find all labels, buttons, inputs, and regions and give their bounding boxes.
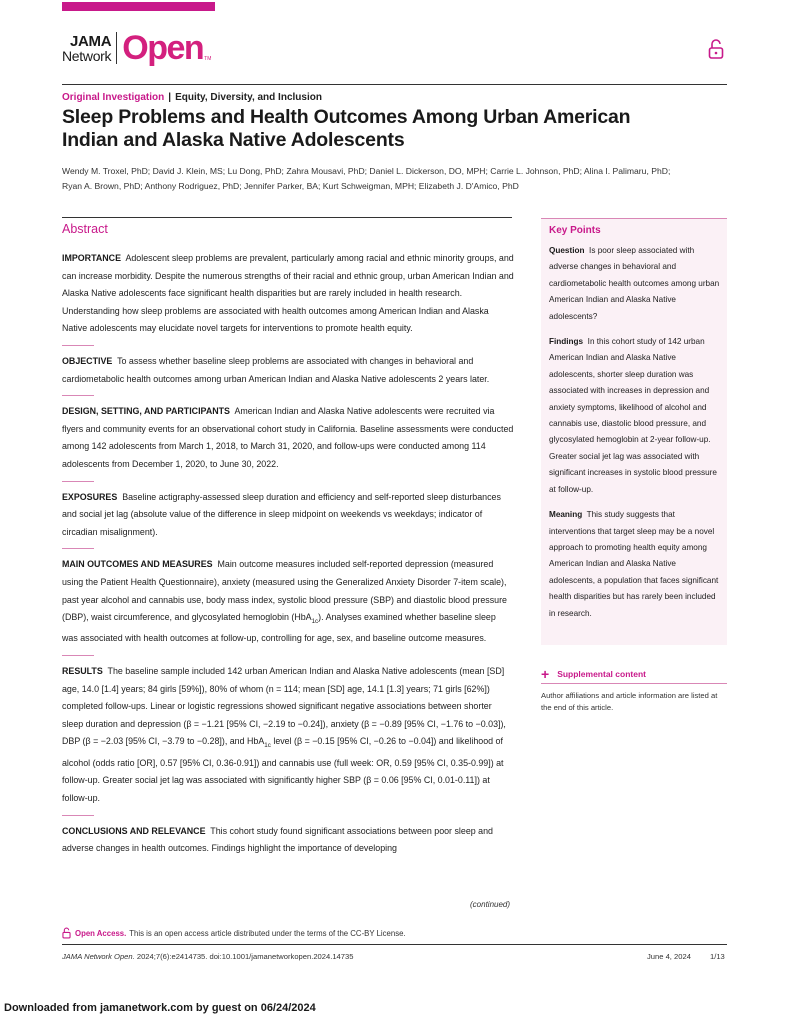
- page-number: 1/13: [710, 952, 725, 961]
- logo-trademark: TM: [204, 56, 212, 62]
- section-divider: [62, 345, 94, 346]
- abstract-heading: Abstract: [62, 222, 108, 236]
- abstract-importance: [62, 250, 514, 338]
- citation-text[interactable]: 2024;7(6):e2414735. doi:10.1001/jamanetworkopen.2024.14735: [136, 952, 354, 961]
- section-divider: [62, 548, 94, 549]
- logo-line2: Network: [62, 47, 112, 64]
- abstract-results: [62, 663, 514, 808]
- open-access-text: This is an open access article distributed under the terms of the CC-BY License.: [129, 928, 406, 938]
- open-access-label[interactable]: Open Access.: [75, 928, 127, 938]
- abstract-exposures: [62, 489, 514, 542]
- article-title: Sleep Problems and Health Outcomes Among Urban American Indian and Alaska Native Adolescents: [62, 106, 631, 151]
- jama-network-open-logo[interactable]: [62, 28, 211, 68]
- article-category[interactable]: Equity, Diversity, and Inclusion: [175, 92, 322, 103]
- exposures-text: Baseline actigraphy-assessed sleep duration and efficiency and self-reported sleep disturbances and social jet lag (absolute value of the difference in sleep midpoint on weekends vs weekdays; indicator of circadian misalignment).: [62, 491, 501, 537]
- open-access-small-lock-icon: [62, 927, 71, 939]
- outcomes-text-1: Main outcome measures included self-reported depression (measured using the Patient Health Questionnaire), anxiety (measured using the Generalized Anxiety Disorder 7-item scale), past year alcohol and cannabis use, body mass index, systolic blood pressure (SBP) and diastolic blood pressure (DBP), waist circumference, and glycosylated hemoglobin (HbA: [62, 559, 507, 623]
- footer-rule: [62, 944, 727, 945]
- supplemental-label: Supplemental content: [557, 669, 646, 679]
- question-text: Is poor sleep associated with adverse changes in behavioral and cardiometabolic health outcomes among urban American Indian and Alaska Native adolescents?: [549, 246, 720, 321]
- outcomes-text-2: ). Analyses examined whether baseline sleep was associated with health outcomes at follow-up, controlling for age, sex, and baseline outcome measures.: [62, 612, 496, 644]
- key-points-body: [549, 243, 721, 631]
- abstract-conclusions: [62, 823, 514, 858]
- key-points-box: [541, 218, 727, 645]
- open-access-notice: [62, 927, 406, 939]
- abstract-design: [62, 403, 514, 473]
- logo-line1: JAMA: [69, 32, 112, 50]
- section-divider: [62, 815, 94, 816]
- section-divider: [62, 481, 94, 482]
- download-watermark: Downloaded from jamanetwork.com by guest on 06/24/2024: [4, 1002, 316, 1014]
- design-text: American Indian and Alaska Native adolescents were recruited via flyers and community events for an observational cohort study in California. Baseline assessments were conducted among 142 adolescents from March 1, 2018, to March 31, 2020, and follow-ups were conducted among 114 adolescents from December 1, 2020, to June 30, 2022.: [62, 406, 514, 469]
- affiliations-note: Author affiliations and article information are listed at the end of this article.: [541, 691, 718, 712]
- key-point-findings: [549, 334, 721, 498]
- question-label: Question: [549, 246, 585, 255]
- supplemental-rule: [541, 683, 727, 684]
- authors-line-1: Wendy M. Troxel, PhD; David J. Klein, MS; Lu Dong, PhD; Zahra Mousavi, PhD; Daniel L. Dickerson, DO, MPH; Carrie L. Johnson, PhD; Alina I. Palimaru, PhD;: [62, 166, 671, 176]
- header-rule: [62, 84, 727, 85]
- results-label: RESULTS: [62, 666, 103, 677]
- design-label: DESIGN, SETTING, AND PARTICIPANTS: [62, 406, 230, 417]
- outcomes-label: MAIN OUTCOMES AND MEASURES: [62, 559, 213, 570]
- abstract-objective: [62, 353, 514, 388]
- logo-open: Open: [122, 29, 204, 67]
- findings-label: Findings: [549, 337, 584, 347]
- results-text-1: The baseline sample included 142 urban American Indian and Alaska Native adolescents (mean [SD] age, 14.0 [1.4] years; 84 girls [59%]), 80% of whom (n = 114; mean [SD] age, 14.1 [1.3] years; 71 girls [62%]) completed follow-ups. Linear or logistic regressions showed significant negative associations between shorter sleep duration and depression (β = −1.21 [95% CI, −2.19 to −0.24]), anxiety (β = −0.89 [95% CI, −1.76 to −0.03]), DBP (β = −2.03 [95% CI, −3.79 to −0.28]), and HbA: [62, 666, 506, 747]
- abstract-rule: [62, 217, 512, 218]
- plus-icon: +: [541, 666, 550, 682]
- key-points-heading: Key Points: [549, 225, 601, 236]
- section-divider: [62, 395, 94, 396]
- conclusions-text: This cohort study found significant associations between poor sleep and adverse changes in health outcomes. Findings highlight the importance of developing: [62, 825, 493, 854]
- article-type[interactable]: Original Investigation: [62, 92, 165, 103]
- supplemental-content-link[interactable]: [541, 667, 646, 681]
- logo-jama-network: [62, 34, 111, 63]
- meaning-text: This study suggests that interventions that target sleep may be a novel approach to promoting health equity among American Indian and Alaska Native adolescents, a population that faces significant health disparities but has rarely been included in research.: [549, 510, 719, 618]
- exposures-label: EXPOSURES: [62, 491, 118, 502]
- importance-text: Adolescent sleep problems are prevalent, particularly among racial and ethnic minority groups, and can increase morbidity. Despite the numerous strengths of their racial and ethnic group, urban American Indian and Alaska Native adolescents face significant health disparities but are rarely included in health research. Understanding how sleep problems are associated with health outcomes among American Indian and Alaska Native adolescents may elucidate novel targets for interventions to promote health equity.: [62, 253, 514, 334]
- objective-label: OBJECTIVE: [62, 355, 113, 366]
- abstract-body: [62, 250, 514, 858]
- open-access-lock-icon: [708, 38, 724, 60]
- findings-text: In this cohort study of 142 urban American Indian and Alaska Native adolescents, shorter sleep duration was associated with increases in depression and anxiety symptoms, likelihood of alcohol and cannabis use, diastolic blood pressure, and glycosylated hemoglobin at 2-year follow-up. Greater social jet lag was associated with significant increases in systolic blood pressure at follow-up.: [549, 337, 717, 494]
- authors-line-2: Ryan A. Brown, PhD; Anthony Rodriguez, PhD; Jennifer Parker, BA; Kurt Schweigman, MPH; Elizabeth J. D'Amico, PhD: [62, 181, 519, 191]
- abstract-outcomes: [62, 556, 514, 648]
- kicker-separator: |: [168, 92, 172, 103]
- key-point-question: [549, 243, 721, 325]
- outcomes-subscript: 1c: [311, 617, 319, 625]
- continued-note: (continued): [470, 900, 511, 909]
- author-list: [62, 164, 702, 194]
- top-accent-bar: [62, 2, 215, 11]
- footer-citation: [62, 952, 353, 961]
- publication-date: June 4, 2024: [647, 952, 691, 961]
- importance-label: IMPORTANCE: [62, 253, 121, 263]
- conclusions-label: CONCLUSIONS AND RELEVANCE: [62, 825, 206, 836]
- section-divider: [62, 655, 94, 656]
- journal-name: JAMA Network Open.: [62, 952, 135, 961]
- meaning-label: Meaning: [549, 510, 583, 520]
- key-point-meaning: [549, 507, 721, 622]
- results-text-2: level (β = −0.15 [95% CI, −0.26 to −0.04]) and likelihood of alcohol (odds ratio [OR], 0.57 [95% CI, 0.36-0.91]) and cannabis use (full week: OR, 0.59 [95% CI, 0.35-0.99]) at follow-up. Greater social jet lag was associated with significantly higher SBP (β = 0.06 [95% CI, 0.01-0.11]) at follow-up.: [62, 736, 504, 803]
- article-kicker: [62, 92, 322, 103]
- results-subscript: 1c: [264, 742, 271, 750]
- objective-text: To assess whether baseline sleep problems are associated with changes in behavioral and cardiometabolic health outcomes among urban American Indian and Alaska Native adolescents 2 years later.: [62, 355, 490, 384]
- logo-divider: [116, 32, 117, 64]
